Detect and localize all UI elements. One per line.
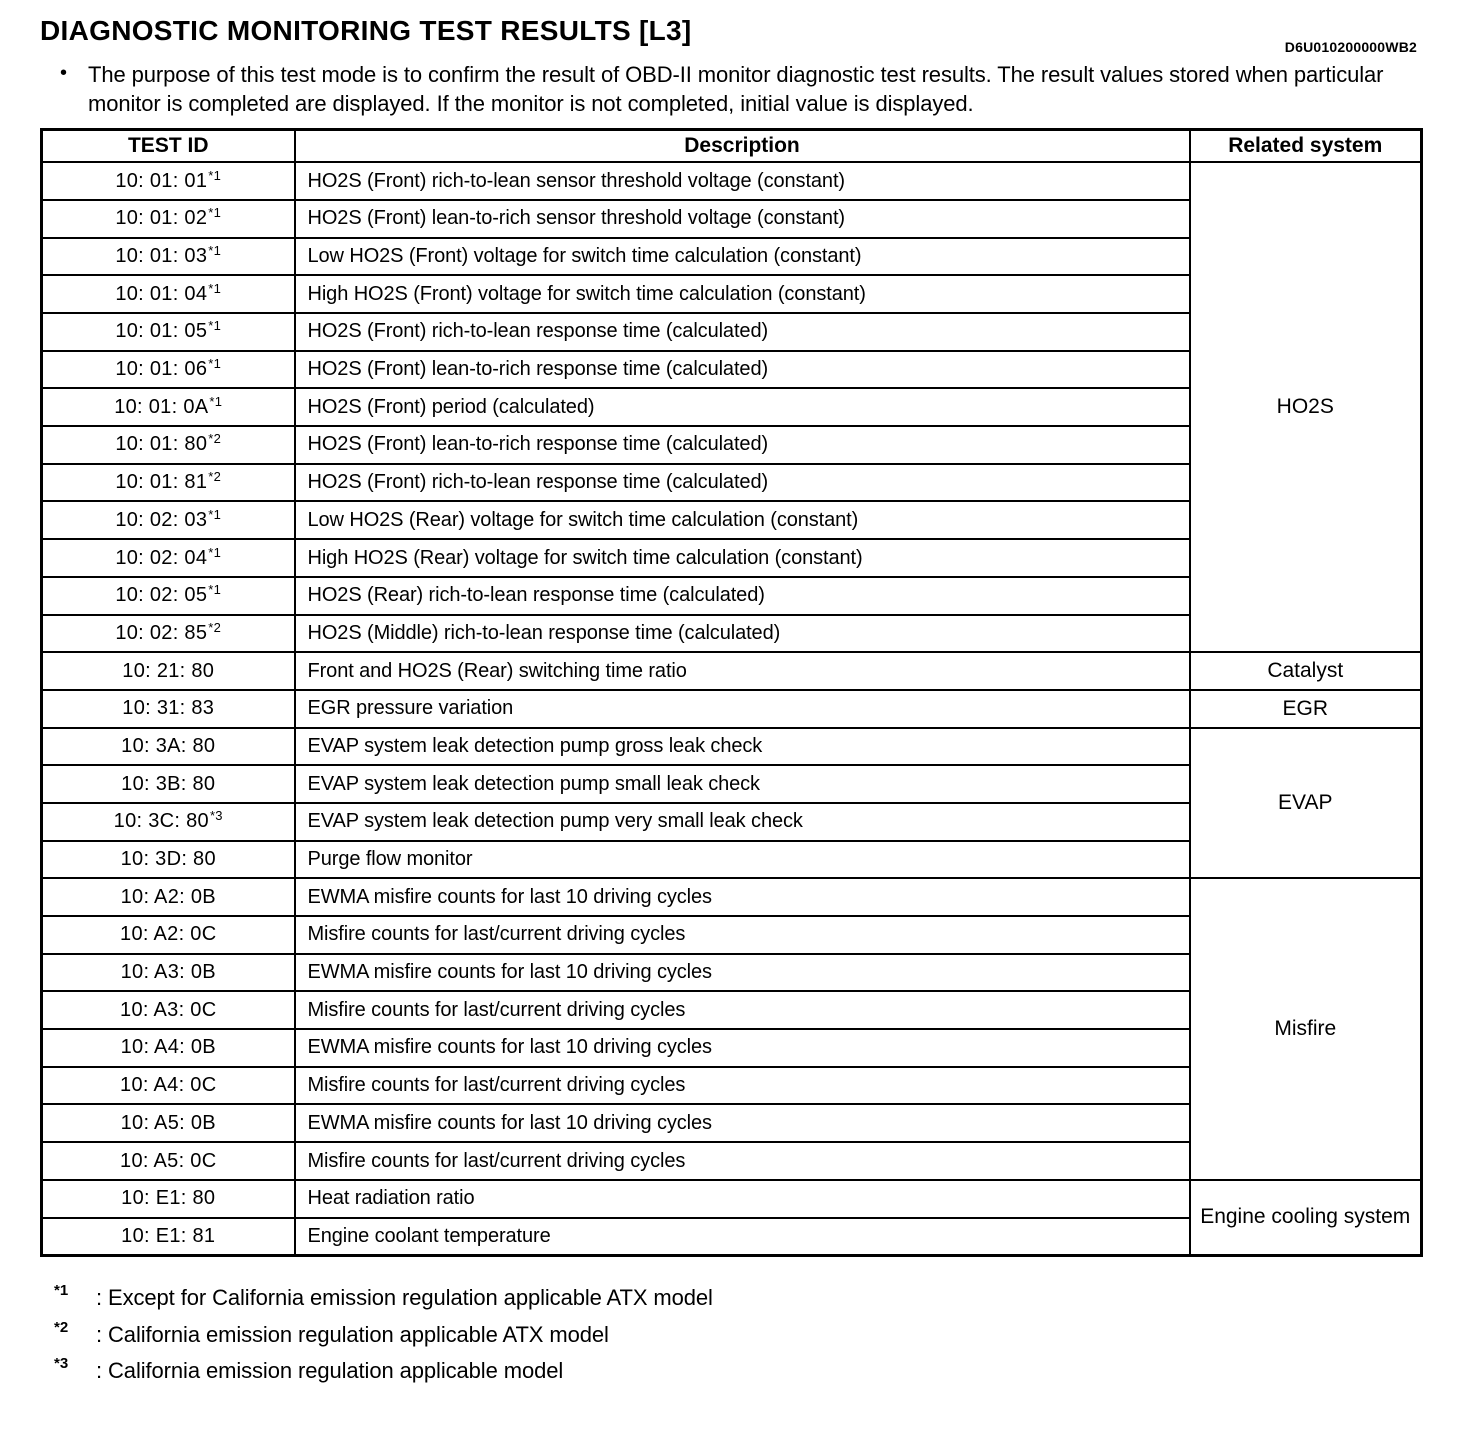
description-cell: Low HO2S (Front) voltage for switch time calculation (constant) bbox=[295, 238, 1190, 276]
test-id-cell bbox=[42, 275, 295, 313]
description-cell: EWMA misfire counts for last 10 driving cycles bbox=[295, 954, 1190, 992]
test-id-cell bbox=[42, 1142, 295, 1180]
description-cell: HO2S (Front) rich-to-lean response time (calculated) bbox=[295, 313, 1190, 351]
description-cell: Front and HO2S (Rear) switching time ratio bbox=[295, 652, 1190, 690]
test-id-cell bbox=[42, 765, 295, 803]
footnote-marker: *2 bbox=[54, 1318, 69, 1336]
description-cell: Misfire counts for last/current driving cycles bbox=[295, 916, 1190, 954]
test-id-value: 10: 02: 05 bbox=[115, 584, 208, 607]
footnote-ref: *1 bbox=[208, 356, 222, 372]
test-id-cell bbox=[42, 426, 295, 464]
test-id-value: 10: 3C: 80 bbox=[113, 810, 209, 833]
test-results-table bbox=[40, 128, 1423, 1257]
footnote-ref: *1 bbox=[208, 318, 222, 334]
description-cell: HO2S (Front) lean-to-rich sensor threshold voltage (constant) bbox=[295, 200, 1190, 238]
test-id-value: 10: 3A: 80 bbox=[121, 734, 216, 757]
col-header-description: Description bbox=[295, 130, 1190, 163]
test-id-cell bbox=[42, 388, 295, 426]
test-id-cell bbox=[42, 238, 295, 276]
footnote-line bbox=[54, 1282, 1422, 1311]
page-title: DIAGNOSTIC MONITORING TEST RESULTS [L3] bbox=[40, 15, 692, 46]
table-header-row bbox=[42, 130, 1422, 163]
test-id-cell bbox=[42, 577, 295, 615]
test-id-cell bbox=[42, 841, 295, 879]
test-id-cell bbox=[42, 162, 295, 200]
test-id-value: 10: A2: 0B bbox=[120, 885, 216, 908]
test-id-value: 10: A5: 0C bbox=[120, 1149, 217, 1172]
table-row bbox=[42, 162, 1422, 200]
description-cell: High HO2S (Rear) voltage for switch time calculation (constant) bbox=[295, 539, 1190, 577]
footnote-ref: *1 bbox=[208, 506, 222, 522]
test-id-cell bbox=[42, 1104, 295, 1142]
test-id-value: 10: 01: 04 bbox=[115, 282, 208, 305]
related-system-cell: EVAP bbox=[1190, 728, 1422, 879]
table-row bbox=[42, 878, 1422, 916]
test-id-cell bbox=[42, 615, 295, 653]
test-id-cell bbox=[42, 1067, 295, 1105]
test-id-value: 10: 01: 81 bbox=[115, 471, 208, 494]
test-id-cell bbox=[42, 313, 295, 351]
footnote-ref: *1 bbox=[208, 243, 222, 259]
test-id-cell bbox=[42, 1029, 295, 1067]
footnote-ref: *1 bbox=[208, 280, 222, 296]
test-id-value: 10: 31: 83 bbox=[122, 697, 215, 720]
related-system-cell: HO2S bbox=[1190, 162, 1422, 652]
description-cell: EWMA misfire counts for last 10 driving cycles bbox=[295, 1104, 1190, 1142]
intro-text: The purpose of this test mode is to confirm the result of OBD-II monitor diagnostic test results. The result values stored when particular monitor is completed are displayed. If the monitor is not completed, initial value is displayed. bbox=[88, 61, 1384, 117]
description-cell: EVAP system leak detection pump small leak check bbox=[295, 765, 1190, 803]
test-id-value: 10: A3: 0B bbox=[120, 961, 216, 984]
test-id-cell bbox=[42, 652, 295, 690]
footnote-ref: *2 bbox=[208, 431, 222, 447]
footnote-ref: *3 bbox=[209, 808, 223, 824]
description-cell: HO2S (Front) rich-to-lean sensor threshold voltage (constant) bbox=[295, 162, 1190, 200]
test-id-value: 10: 02: 04 bbox=[115, 546, 208, 569]
description-cell: HO2S (Front) period (calculated) bbox=[295, 388, 1190, 426]
test-id-cell bbox=[42, 351, 295, 389]
test-id-cell bbox=[42, 916, 295, 954]
bullet-icon: • bbox=[60, 61, 68, 84]
test-id-value: 10: A4: 0C bbox=[120, 1074, 217, 1097]
test-id-cell bbox=[42, 539, 295, 577]
doc-code: D6U010200000WB2 bbox=[1284, 39, 1417, 55]
test-id-value: 10: 01: 02 bbox=[115, 207, 208, 230]
description-cell: HO2S (Front) rich-to-lean response time (calculated) bbox=[295, 464, 1190, 502]
footnote-ref: *1 bbox=[208, 205, 222, 221]
test-id-value: 10: A5: 0B bbox=[120, 1111, 216, 1134]
table-row bbox=[42, 1180, 1422, 1218]
description-cell: EVAP system leak detection pump very small leak check bbox=[295, 803, 1190, 841]
related-system-cell: Engine cooling system bbox=[1190, 1180, 1422, 1256]
test-id-cell bbox=[42, 464, 295, 502]
description-cell: High HO2S (Front) voltage for switch time calculation (constant) bbox=[295, 275, 1190, 313]
test-id-value: 10: E1: 80 bbox=[121, 1187, 216, 1210]
test-id-value: 10: 01: 06 bbox=[115, 358, 208, 381]
footnote-marker: *1 bbox=[54, 1282, 69, 1300]
description-cell: Misfire counts for last/current driving cycles bbox=[295, 1142, 1190, 1180]
description-cell: EWMA misfire counts for last 10 driving cycles bbox=[295, 1029, 1190, 1067]
test-id-value: 10: E1: 81 bbox=[121, 1224, 216, 1247]
test-id-value: 10: 02: 03 bbox=[115, 508, 208, 531]
table-row bbox=[42, 652, 1422, 690]
test-id-cell bbox=[42, 690, 295, 728]
description-cell: HO2S (Middle) rich-to-lean response time (calculated) bbox=[295, 615, 1190, 653]
footnote-marker: *3 bbox=[54, 1355, 69, 1373]
test-id-value: 10: A3: 0C bbox=[120, 998, 217, 1021]
related-system-cell: Catalyst bbox=[1190, 652, 1422, 690]
footnote-text: : California emission regulation applicable model bbox=[96, 1358, 564, 1384]
footnote-line bbox=[54, 1318, 1422, 1348]
col-header-related-system: Related system bbox=[1190, 130, 1422, 163]
description-cell: Engine coolant temperature bbox=[295, 1218, 1190, 1256]
test-id-value: 10: 01: 0A bbox=[114, 395, 209, 418]
description-cell: Misfire counts for last/current driving cycles bbox=[295, 1067, 1190, 1105]
description-cell: EWMA misfire counts for last 10 driving cycles bbox=[295, 878, 1190, 916]
test-id-value: 10: 01: 03 bbox=[115, 245, 208, 268]
intro-section bbox=[60, 60, 1422, 119]
test-id-cell bbox=[42, 991, 295, 1029]
test-id-value: 10: A2: 0C bbox=[120, 923, 217, 946]
footnote-ref: *2 bbox=[208, 619, 222, 635]
test-id-cell bbox=[42, 200, 295, 238]
table-row bbox=[42, 728, 1422, 766]
test-id-cell bbox=[42, 1180, 295, 1218]
test-id-value: 10: 01: 01 bbox=[115, 169, 208, 192]
description-cell: HO2S (Front) lean-to-rich response time (calculated) bbox=[295, 351, 1190, 389]
footnotes-section bbox=[54, 1282, 1422, 1384]
test-id-cell bbox=[42, 728, 295, 766]
test-id-cell bbox=[42, 501, 295, 539]
description-cell: EGR pressure variation bbox=[295, 690, 1190, 728]
test-id-value: 10: 3D: 80 bbox=[120, 848, 216, 871]
test-id-cell bbox=[42, 1218, 295, 1256]
test-id-value: 10: A4: 0B bbox=[120, 1036, 216, 1059]
table-row bbox=[42, 690, 1422, 728]
test-id-value: 10: 02: 85 bbox=[115, 621, 208, 644]
description-cell: Misfire counts for last/current driving cycles bbox=[295, 991, 1190, 1029]
test-id-value: 10: 01: 80 bbox=[115, 433, 208, 456]
description-cell: Purge flow monitor bbox=[295, 841, 1190, 879]
related-system-cell: Misfire bbox=[1190, 878, 1422, 1180]
footnote-text: : Except for California emission regulation applicable ATX model bbox=[96, 1285, 713, 1311]
test-id-value: 10: 3B: 80 bbox=[121, 772, 216, 795]
footnote-text: : California emission regulation applicable ATX model bbox=[96, 1321, 609, 1347]
footnote-ref: *1 bbox=[208, 582, 222, 598]
footnote-ref: *1 bbox=[208, 167, 222, 183]
test-id-cell bbox=[42, 954, 295, 992]
description-cell: Low HO2S (Rear) voltage for switch time calculation (constant) bbox=[295, 501, 1190, 539]
footnote-ref: *1 bbox=[209, 393, 223, 409]
description-cell: Heat radiation ratio bbox=[295, 1180, 1190, 1218]
description-cell: HO2S (Front) lean-to-rich response time (calculated) bbox=[295, 426, 1190, 464]
description-cell: EVAP system leak detection pump gross leak check bbox=[295, 728, 1190, 766]
footnote-ref: *1 bbox=[208, 544, 222, 560]
col-header-test-id: TEST ID bbox=[42, 130, 295, 163]
test-id-cell bbox=[42, 803, 295, 841]
description-cell: HO2S (Rear) rich-to-lean response time (calculated) bbox=[295, 577, 1190, 615]
test-id-value: 10: 01: 05 bbox=[115, 320, 208, 343]
footnote-line bbox=[54, 1355, 1422, 1384]
test-id-value: 10: 21: 80 bbox=[122, 659, 215, 682]
related-system-cell: EGR bbox=[1190, 690, 1422, 728]
footnote-ref: *2 bbox=[208, 469, 222, 485]
test-id-cell bbox=[42, 878, 295, 916]
